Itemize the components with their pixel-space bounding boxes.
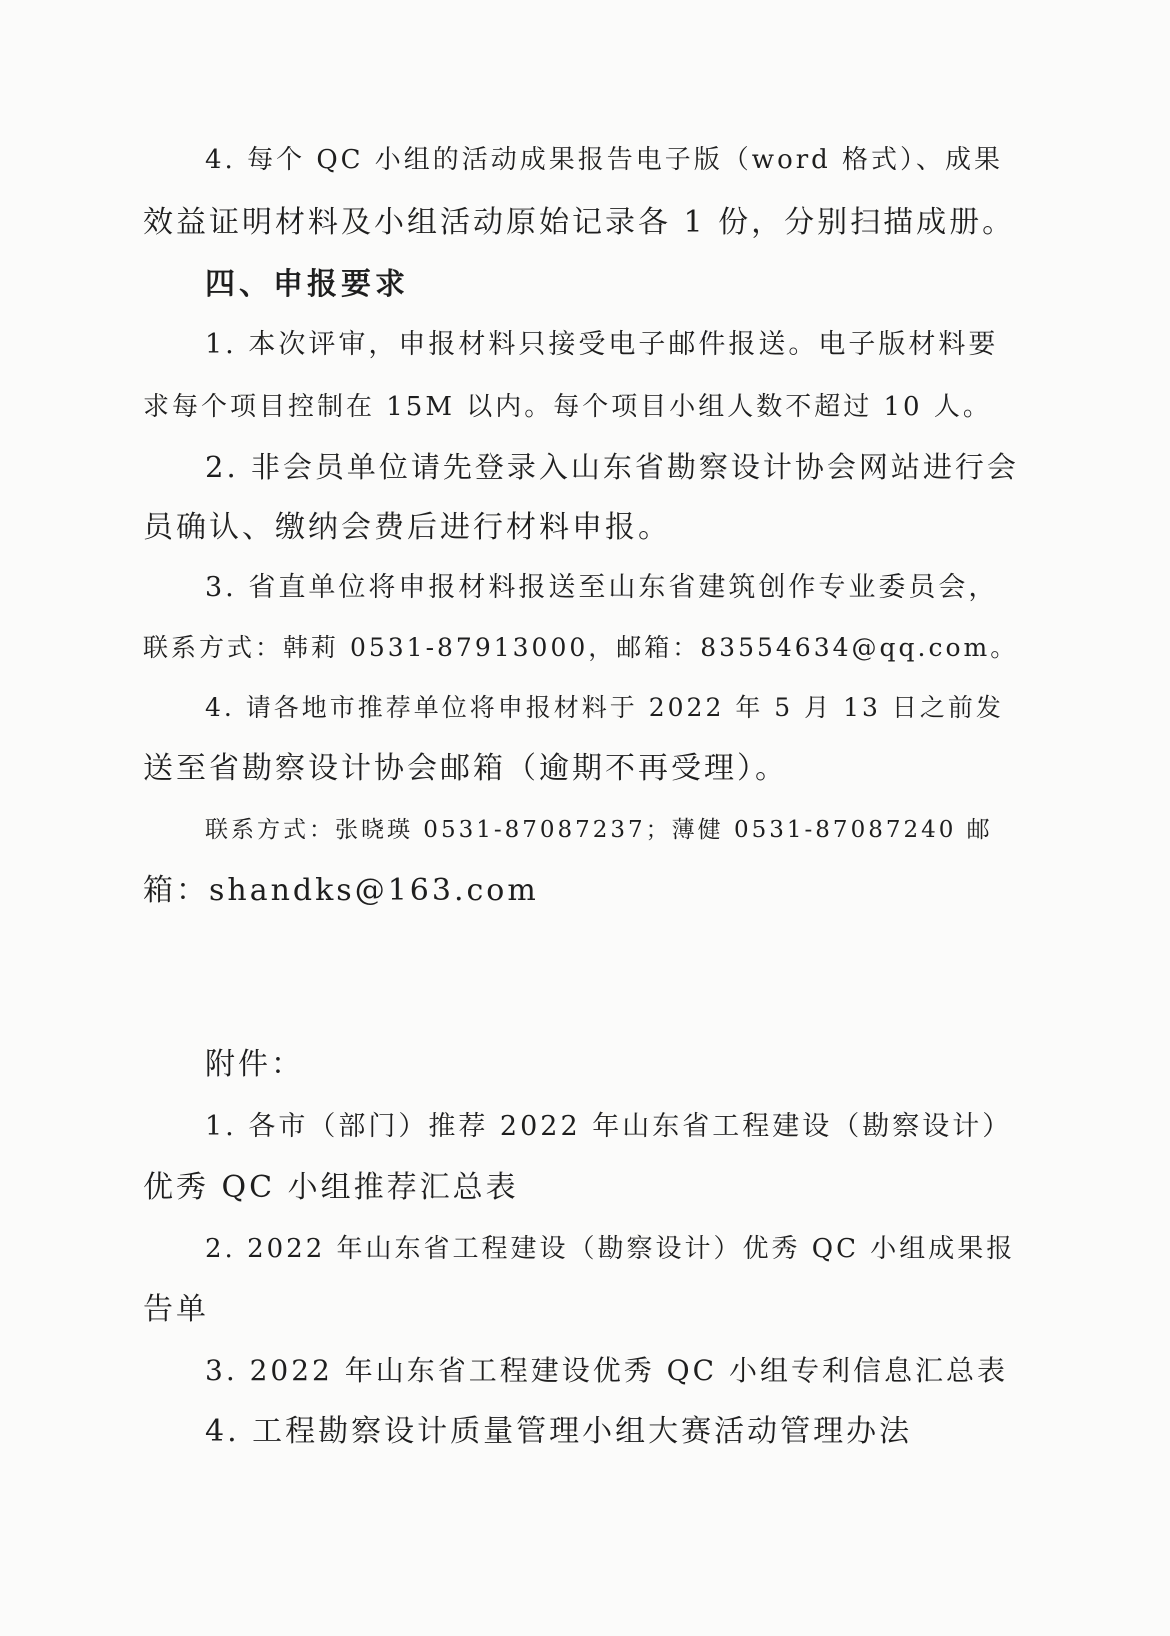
requirement-3-line-2: 联系方式：韩莉 0531-87913000，邮箱：83554634@qq.com。 [143, 633, 1019, 662]
attachment-4: 4. 工程勘察设计质量管理小组大赛活动管理办法 [205, 1414, 913, 1449]
attachment-1-line-1: 1. 各市（部门）推荐 2022 年山东省工程建设（勘察设计） [205, 1111, 1013, 1142]
requirement-1-line-2: 求每个项目控制在 15M 以内。每个项目小组人数不超过 10 人。 [143, 392, 992, 422]
requirement-1-line-1: 1. 本次评审，申报材料只接受电子邮件报送。电子版材料要 [205, 329, 999, 360]
attachment-3: 3. 2022 年山东省工程建设优秀 QC 小组专利信息汇总表 [205, 1354, 1008, 1387]
requirement-2-line-1: 2. 非会员单位请先登录入山东省勘察设计协会网站进行会 [205, 450, 1019, 484]
attachment-2-line-1: 2. 2022 年山东省工程建设（勘察设计）优秀 QC 小组成果报 [205, 1234, 1016, 1264]
requirement-4-line-2: 送至省勘察设计协会邮箱（逾期不再受理）。 [143, 751, 788, 786]
requirement-3-line-1: 3. 省直单位将申报材料报送至山东省建筑创作专业委员会， [205, 572, 999, 603]
contact-line-1: 联系方式：张晓瑛 0531-87087237；薄健 0531-87087240 邮 [205, 817, 993, 843]
section-heading: 四、申报要求 [205, 267, 409, 302]
attachments-label: 附件： [205, 1047, 304, 1082]
item-4-line-1: 4. 每个 QC 小组的活动成果报告电子版（word 格式）、成果 [205, 145, 1004, 175]
item-4-line-2: 效益证明材料及小组活动原始记录各 1 份，分别扫描成册。 [143, 205, 1016, 240]
requirement-4-line-1: 4. 请各地市推荐单位将申报材料于 2022 年 5 月 13 日之前发 [205, 693, 1004, 722]
contact-line-2: 箱：shandks@163.com [143, 873, 539, 908]
requirement-2-line-2: 员确认、缴纳会费后进行材料申报。 [143, 510, 671, 545]
attachment-1-line-2: 优秀 QC 小组推荐汇总表 [143, 1170, 519, 1205]
attachment-2-line-2: 告单 [143, 1292, 209, 1327]
